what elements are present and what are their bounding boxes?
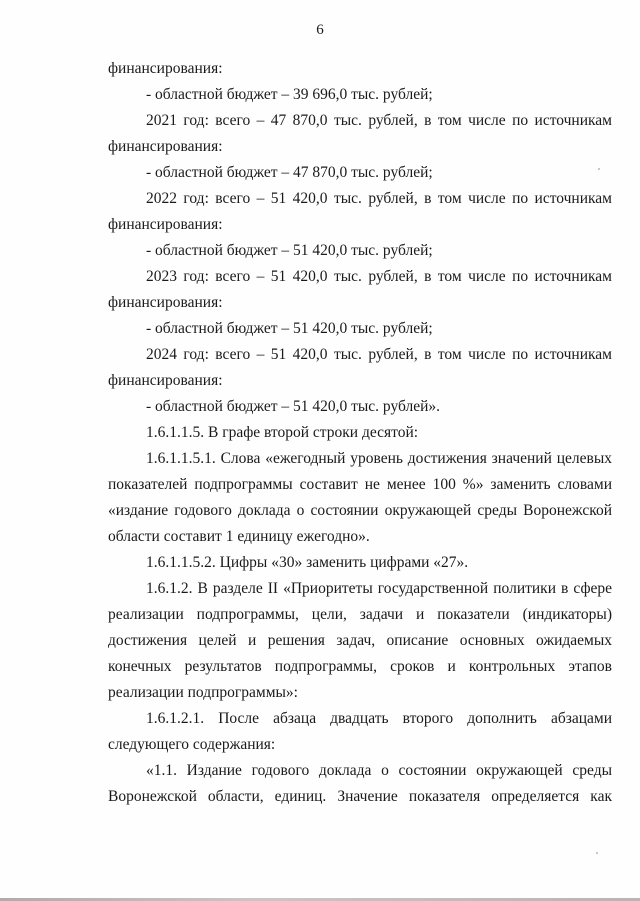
text-line: 1.6.1.2.1. После абзаца двадцать второго дополнить абзацами [146, 710, 612, 727]
text-line: финансирования: [108, 138, 223, 155]
text-line: области составит 1 единицу ежегодно». [108, 528, 370, 545]
text-line: - областной бюджет – 51 420,0 тыс. рублей». [146, 398, 441, 415]
text-line: 1.6.1.1.5. В графе второй строки десятой: [146, 424, 419, 441]
text-line: 2022 год: всего – 51 420,0 тыс. рублей, в том числе по источникам [146, 190, 612, 207]
text-line: 1.6.1.1.5.2. Цифры «30» заменить цифрами «27». [146, 554, 469, 571]
text-line: 1.6.1.1.5.1. Слова «ежегодный уровень достижения значений целевых [146, 450, 612, 467]
text-line: - областной бюджет – 47 870,0 тыс. рублей; [146, 164, 433, 181]
text-line: финансирования: [108, 60, 223, 77]
text-line: реализации подпрограммы»: [108, 684, 298, 701]
text-line: достижения целей и решения задач, описание основных ожидаемых [108, 632, 612, 649]
text-line: показателей подпрограммы составит не менее 100 %» заменить словами [108, 476, 612, 493]
text-line: - областной бюджет – 39 696,0 тыс. рублей; [146, 86, 433, 103]
scan-speck [598, 168, 600, 170]
text-line: следующего содержания: [108, 736, 276, 753]
text-line: конечных результатов подпрограммы, сроков и контрольных этапов [108, 658, 612, 675]
document-body [108, 56, 612, 810]
text-line: 1.6.1.2. В разделе II «Приоритеты государственной политики в сфере [146, 580, 612, 597]
text-line: финансирования: [108, 216, 223, 233]
text-line: финансирования: [108, 294, 223, 311]
text-line: 2024 год: всего – 51 420,0 тыс. рублей, в том числе по источникам [146, 346, 612, 363]
text-line: «издание годового доклада о состоянии окружающей среды Воронежской [108, 502, 612, 519]
text-line: 2023 год: всего – 51 420,0 тыс. рублей, в том числе по источникам [146, 268, 612, 285]
page-number: 6 [316, 22, 324, 38]
text-line: 2021 год: всего – 47 870,0 тыс. рублей, в том числе по источникам [146, 112, 612, 129]
scan-speck [596, 852, 598, 854]
text-line: Воронежской области, единиц. Значение показателя определяется как [108, 788, 612, 805]
text-line: финансирования: [108, 372, 223, 389]
text-line: реализации подпрограммы, цели, задачи и показатели (индикаторы) [108, 606, 612, 623]
text-line: «1.1. Издание годового доклада о состоянии окружающей среды [146, 762, 612, 779]
text-line: - областной бюджет – 51 420,0 тыс. рублей; [146, 320, 433, 337]
text-line: - областной бюджет – 51 420,0 тыс. рублей; [146, 242, 433, 259]
